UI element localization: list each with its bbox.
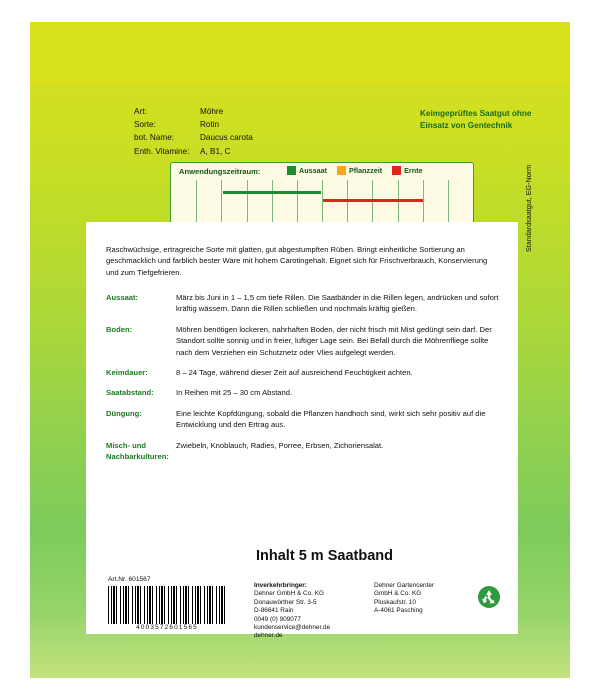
distributor-address (254, 582, 364, 641)
spec-key: bot. Name: (134, 133, 175, 143)
spec-row (134, 119, 253, 132)
spec-value: Daucus carota (200, 133, 253, 143)
product-specs (134, 106, 253, 159)
row-label: Boden: (106, 324, 133, 334)
variety-description: Raschwüchsige, ertragreiche Sorte mit glatten, gut abgestumpften Rüben. Bringt einheitliche Sortierung an geschmacklich und farblich bester Ware mit hohem Carotingehalt. Eignet sich für Frischverbrauch, Konservierung und zum Tiefgefrieren. (106, 245, 488, 277)
spec-key: Enth. Vitamine: (134, 146, 190, 156)
barcode-bars (108, 586, 226, 624)
legend-label: Pflanzzeit (348, 166, 383, 175)
spec-key: Art: (134, 107, 147, 116)
gartencenter-line: Pluskaufstr. 10 (374, 598, 416, 606)
distributor-heading: Inverkehrbringer: (254, 582, 307, 589)
instruction-row-boden (106, 324, 506, 358)
spec-row (134, 132, 253, 145)
legend-item-aussaat (287, 166, 327, 175)
instruction-row-keimdauer (106, 367, 506, 378)
row-label: Aussaat: (106, 293, 139, 302)
legend-swatch-icon (392, 166, 401, 175)
gartencenter-address (374, 582, 484, 616)
gmo-free-note: Keimgeprüftes Saatgut ohne Einsatz von Gentechnik (420, 109, 532, 131)
article-number: Art.Nr. 601567 (108, 576, 151, 583)
legend-label: Ernte (404, 166, 423, 175)
row-text: Eine leichte Kopfdüngung, sobald die Pflanzen handhoch sind, wirkt sich sehr positiv auf die Entwicklung und den Ertrag aus. (176, 408, 486, 430)
distributor-line: 0049 (0) 909077 (254, 615, 301, 623)
period-legend (287, 166, 423, 175)
row-text: März bis Juni in 1 – 1,5 cm tiefe Rillen. Die Saatbänder in die Rillen legen, andrücken und sofort kräftig wässern. Dann die Rillen schließen und nochmals kräftig gießen. (176, 293, 499, 314)
instruction-row-duengung (106, 408, 506, 431)
spec-row (134, 106, 253, 119)
period-title: Anwendungszeitraum: (179, 167, 261, 176)
row-label: Misch- und Nachbarkulturen: (106, 440, 169, 462)
standard-seed-note: Standardsaatgut, EG-Norm (524, 164, 533, 252)
row-text: Möhren benötigen lockeren, nahrhaften Boden, der nicht frisch mit Mist gedüngt sein darf. Der Standort sollte sonnig und in freier, luftiger Lage sein. Bei Befall durch die Möhrenfliege sollte nach dem Verziehen ein Schutznetz oder Vlies aufgelegt werden. (176, 324, 492, 357)
instruction-rows (106, 292, 506, 460)
period-bar-aussaat (223, 191, 321, 194)
recycling-icon (478, 586, 500, 608)
distributor-line: D-86641 Rain (254, 607, 294, 615)
legend-swatch-icon (287, 166, 296, 175)
spec-key: Sorte: (134, 120, 156, 130)
instruction-row-mischkulturen (106, 440, 506, 462)
instruction-row-saatabstand (106, 387, 506, 398)
instruction-row-aussaat (106, 292, 506, 315)
spec-value: Möhre (200, 107, 224, 116)
content-quantity: Inhalt 5 m Saatband (256, 548, 393, 564)
legend-item-pflanzzeit (337, 166, 382, 175)
gartencenter-line: GmbH & Co. KG (374, 590, 422, 598)
instructions-panel (86, 230, 518, 640)
spec-value: Rotin (200, 120, 220, 130)
row-text: Zwiebeln, Knoblauch, Radies, Porree, Erbsen, Zichoriensalat. (176, 440, 384, 450)
distributor-line: Dehner GmbH & Co. KG (254, 590, 324, 598)
barcode-number: 4003572601565 (136, 624, 198, 631)
spec-value: A, B1, C (200, 146, 231, 156)
gartencenter-heading: Dehner Gartencenter (374, 582, 435, 589)
row-label: Düngung: (106, 408, 142, 418)
barcode (108, 586, 226, 632)
gartencenter-line: A-4061 Pasching (374, 607, 423, 615)
distributor-email: kundenservice@dehner.de (254, 624, 331, 632)
legend-item-ernte (392, 166, 422, 175)
header-band (30, 22, 570, 84)
seed-packet-back (30, 22, 570, 678)
distributor-website: dehner.de (254, 632, 283, 640)
period-header (171, 163, 473, 180)
row-text: 8 – 24 Tage, während dieser Zeit auf ausreichend Feuchtigkeit achten. (176, 368, 413, 378)
period-bar-ernte (323, 199, 423, 202)
spec-row (134, 146, 253, 159)
legend-swatch-icon (337, 166, 346, 175)
row-text: In Reihen mit 25 – 30 cm Abstand. (176, 388, 293, 398)
row-label: Keimdauer: (106, 368, 148, 378)
distributor-line: Donauwörther Str. 3-5 (254, 598, 317, 606)
legend-label: Aussaat (299, 166, 327, 175)
row-label: Saatabstand: (106, 388, 154, 398)
